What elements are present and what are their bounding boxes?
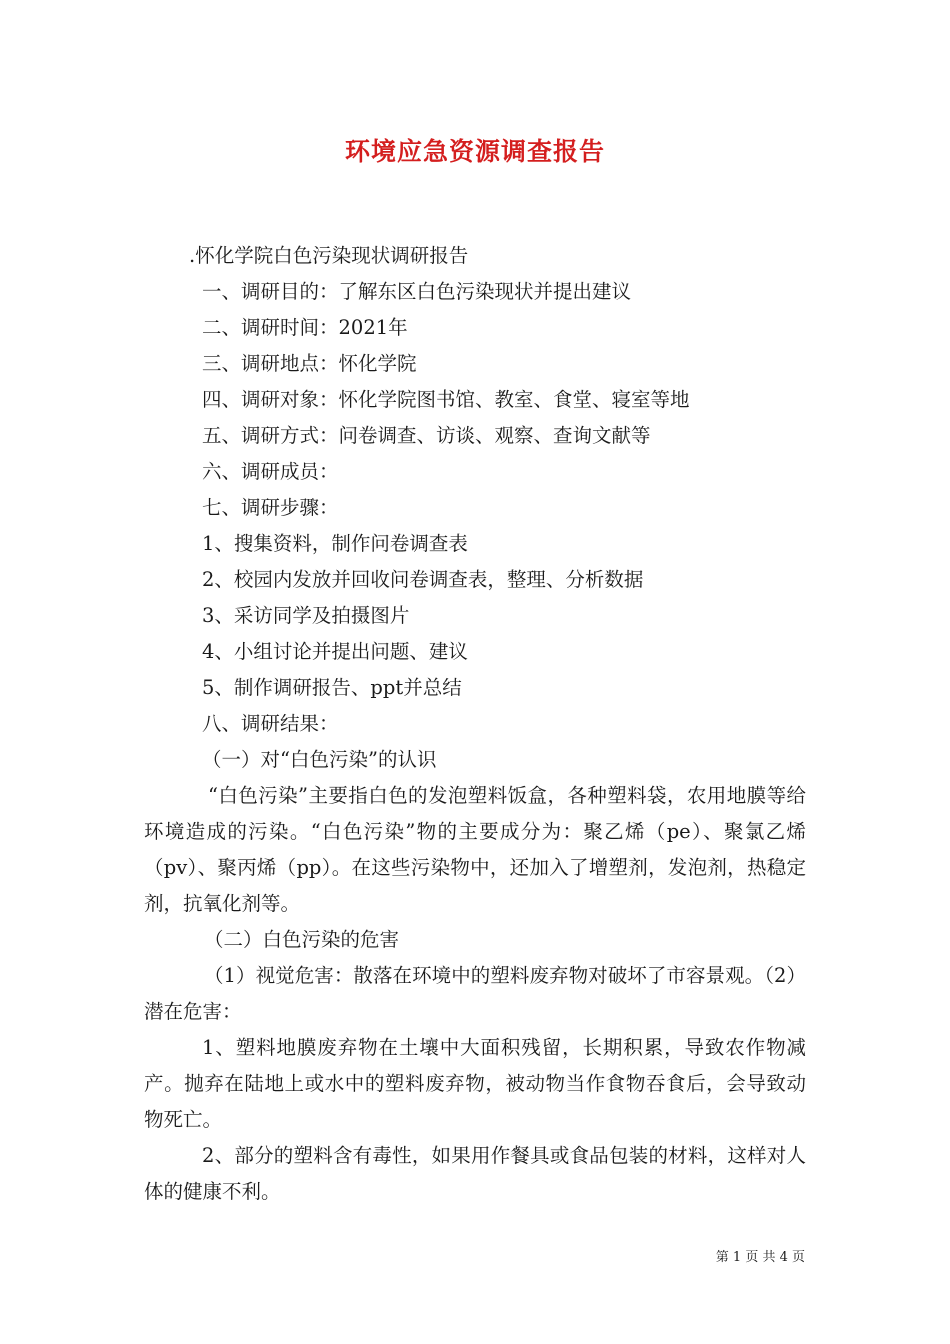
section-heading: （二）白色污染的危害 [204, 928, 400, 951]
research-subjects: 四、调研对象：怀化学院图书馆、教室、食堂、寝室等地 [202, 388, 690, 411]
research-purpose: 一、调研目的：了解东区白色污染现状并提出建议 [202, 280, 632, 303]
report-subtitle: .怀化学院白色污染现状调研报告 [189, 244, 469, 267]
step-item: 2、校园内发放并回收问卷调查表，整理、分析数据 [202, 568, 644, 591]
hazard-paragraph: （1）视觉危害：散落在环境中的塑料废弃物对破坏了市容景观。（2）潜在危害： [144, 964, 806, 1023]
research-steps-heading: 七、调研步骤： [202, 496, 339, 519]
step-item: 3、采访同学及拍摄图片 [202, 604, 410, 627]
hazard-paragraph: 1、塑料地膜废弃物在土壤中大面积残留，长期积累，导致农作物减产。抛弃在陆地上或水中的塑料废弃物，被动物当作食物吞食后，会导致动物死亡。 [144, 1036, 806, 1131]
step-item: 5、制作调研报告、ppt并总结 [202, 676, 462, 699]
document-body [144, 238, 806, 1210]
research-results-heading: 八、调研结果： [202, 712, 339, 735]
step-item: 1、搜集资料，制作问卷调查表 [202, 532, 468, 555]
research-time: 二、调研时间：2021年 [202, 316, 408, 339]
page-number: 第 1 页 共 4 页 [715, 1250, 805, 1265]
research-members: 六、调研成员： [202, 460, 339, 483]
step-item: 4、小组讨论并提出问题、建议 [202, 640, 468, 663]
research-methods: 五、调研方式：问卷调查、访谈、观察、查询文献等 [202, 424, 651, 447]
document-title: 环境应急资源调查报告 [344, 137, 605, 166]
section-heading: （一）对“白色污染”的认识 [202, 748, 437, 771]
hazard-paragraph: 2、部分的塑料含有毒性，如果用作餐具或食品包装的材料，这样对人体的健康不利。 [144, 1144, 806, 1203]
definition-paragraph: “白色污染”主要指白色的发泡塑料饭盒，各种塑料袋，农用地膜等给环境造成的污染。“白色污染”物的主要成分为：聚乙烯（pe）、聚氯乙烯（pv）、聚丙烯（pp）。在这些污染物中，还加入了增塑剂，发泡剂，热稳定剂，抗氧化剂等。 [144, 784, 806, 915]
research-location: 三、调研地点：怀化学院 [202, 352, 417, 375]
